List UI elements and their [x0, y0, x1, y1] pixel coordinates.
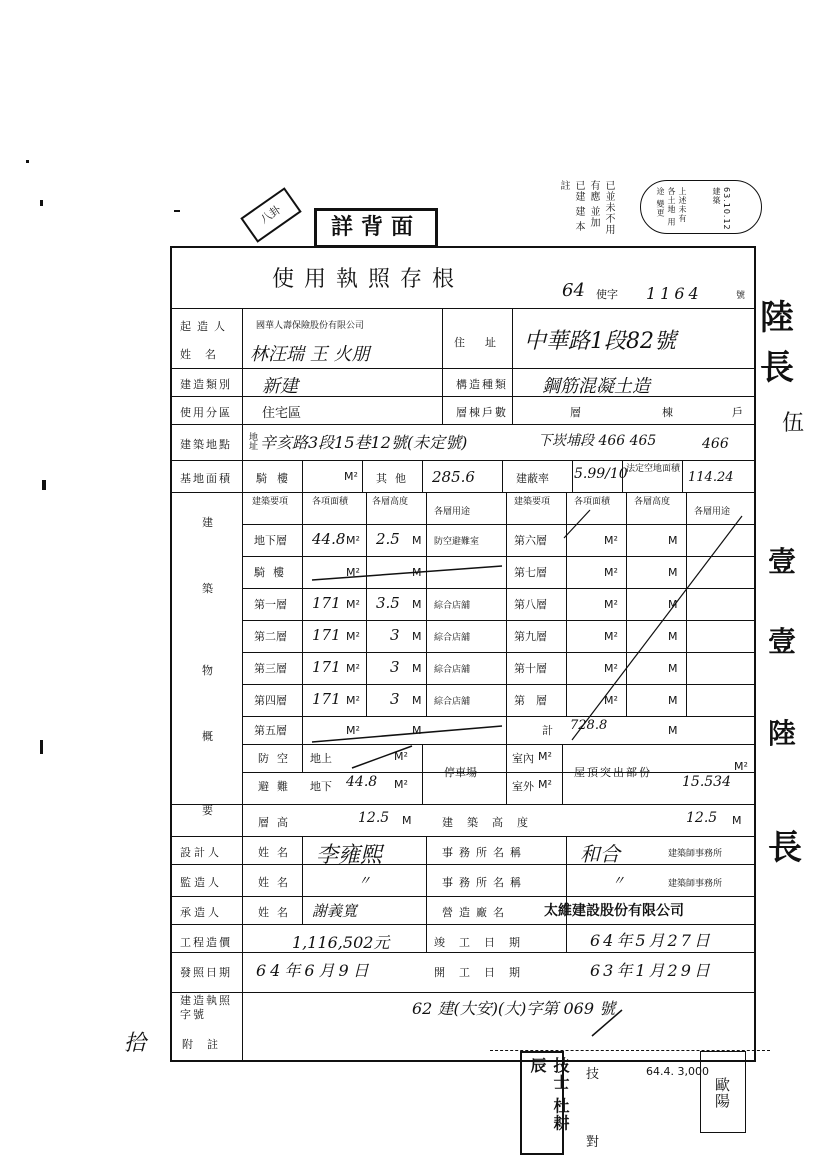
floor-height: 3	[390, 690, 400, 708]
site-value: 辛亥路3段15巷12號(未定號)	[260, 433, 468, 452]
office-label: 事務所名稱	[442, 876, 527, 889]
margin-char: 陸	[768, 717, 797, 750]
floor-name-right: 第六層	[514, 534, 547, 547]
m2-unit: M²	[538, 750, 552, 763]
margin-char: 長	[768, 828, 802, 868]
structure-value: 鋼筋混凝土造	[542, 376, 650, 397]
detail-back-stamp: 詳背面	[314, 208, 438, 248]
floor-name-right: 計	[542, 724, 553, 737]
year-label: 建蔽率	[516, 472, 549, 485]
legal-value: 114.24	[688, 470, 734, 485]
m-unit: M	[668, 598, 678, 611]
issue-label: 發照日期	[180, 966, 232, 979]
col-height: 各層高度	[372, 497, 409, 507]
designer-office: 和合	[580, 842, 620, 866]
above-label: 地上	[310, 752, 332, 765]
m-unit: M	[402, 814, 412, 827]
m-unit: M	[732, 814, 742, 827]
m-unit: M	[412, 630, 422, 643]
shelter-label: 避難	[258, 780, 296, 793]
arcade-label: 騎樓	[256, 472, 298, 485]
margin-char: 陸	[760, 298, 794, 338]
col-area: 各項面積	[312, 497, 349, 507]
m2-unit: M²	[734, 760, 748, 773]
site-small: 地址	[247, 432, 257, 450]
m-unit: M	[412, 662, 422, 675]
side-oval-stamp: 上述未有 各土地 用途 變更 63.10.12 建築	[640, 180, 762, 234]
supervisor-label: 監造人	[180, 876, 222, 889]
contractor-name: 謝義寬	[312, 902, 358, 920]
permit-number-prefix: 64	[562, 280, 585, 301]
address-label: 住址	[454, 336, 516, 349]
m2-unit: M²	[538, 778, 552, 791]
m2-unit: M²	[346, 566, 360, 579]
issue-value: 64年6月9日	[256, 961, 373, 980]
m2-unit: M²	[394, 750, 408, 763]
strike-marks	[172, 248, 754, 1060]
air-label: 防空	[258, 752, 296, 765]
supervisor-name: 〃	[358, 874, 372, 889]
outdoor-label: 室外	[512, 780, 534, 793]
office-suffix: 建築師事務所	[668, 879, 723, 889]
type-label: 建造類別	[180, 378, 232, 391]
m2-unit: M²	[346, 724, 360, 737]
floor-name: 第三層	[254, 662, 287, 675]
floor-area: 171	[312, 626, 341, 644]
area-label: 基地面積	[180, 472, 232, 485]
permit-form	[170, 246, 756, 1062]
supervisor-office: 〃	[612, 874, 626, 889]
finish-value: 64年5月27日	[590, 931, 713, 950]
bldg-height-value: 12.5	[686, 810, 718, 826]
m2-unit: M²	[604, 598, 618, 611]
site-lot: 下崁埔段 466 465	[538, 433, 657, 449]
floor-area: 171	[312, 690, 341, 708]
floor-height: 3	[390, 626, 400, 644]
builder-company: 國華人壽保險股份有限公司	[256, 321, 365, 331]
m2-unit: M²	[604, 630, 618, 643]
m-unit: M	[412, 694, 422, 707]
group-label: 築	[202, 582, 213, 595]
firm-label: 營造廠名	[442, 906, 510, 919]
year-value: 5.99/10	[574, 466, 628, 482]
area-unit: M²	[344, 470, 358, 483]
m-unit: M	[668, 630, 678, 643]
other-label: 其他	[376, 472, 414, 485]
floor-name-right: 第八層	[514, 598, 547, 611]
designer-label: 設計人	[180, 846, 222, 859]
m-unit: M	[668, 566, 678, 579]
m2-unit: M²	[346, 598, 360, 611]
technician-stamp: 技士 杜耕辰	[528, 1057, 570, 1132]
contractor-label: 承造人	[180, 906, 222, 919]
permit-number-char: 使字	[596, 288, 618, 301]
permit-label: 建造執照字號	[180, 994, 232, 1021]
floor-use: 綜合店舖	[434, 665, 471, 675]
roof-value: 15.534	[682, 774, 731, 790]
floor-name: 第四層	[254, 694, 287, 707]
permit-value: 62 建(大安)(大)字第 069 號	[412, 999, 616, 1018]
floor-area: 171	[312, 594, 341, 612]
name-label: 姓名	[258, 906, 296, 919]
group-label: 概	[202, 730, 213, 743]
margin-dot	[40, 740, 43, 754]
m-unit: M	[412, 598, 422, 611]
floor-height: 2.5	[376, 530, 400, 548]
floor-name-right: 第九層	[514, 630, 547, 643]
corner-stamp: 八卦	[240, 187, 301, 243]
margin-dot	[40, 200, 43, 206]
m2-unit: M²	[604, 566, 618, 579]
floor-height: 3	[390, 658, 400, 676]
legal-label: 法定空地面積	[626, 464, 681, 474]
m-unit: M	[668, 534, 678, 547]
group-label: 要	[202, 804, 213, 817]
below-label: 地下	[310, 780, 332, 793]
indoor-label: 室內	[512, 752, 534, 765]
m-unit: M	[412, 534, 422, 547]
name-label: 姓名	[258, 876, 296, 889]
note-label: 附註	[182, 1038, 232, 1051]
office-label: 事務所名稱	[442, 846, 527, 859]
group-label: 建	[202, 516, 213, 529]
margin-char: 壹	[768, 625, 797, 658]
builder-label: 起造人	[180, 320, 231, 333]
other-value: 285.6	[432, 468, 475, 486]
floor-name: 第五層	[254, 724, 287, 737]
floor-name-right: 第十層	[514, 662, 547, 675]
m2-unit: M²	[604, 694, 618, 707]
start-value: 63年1月29日	[590, 961, 713, 980]
zone-label: 使用分區	[180, 406, 232, 419]
m-unit: M	[412, 724, 422, 737]
cost-value: 1,116,502元	[292, 933, 390, 952]
name-label: 姓名	[258, 846, 296, 859]
units-unit: 戶	[732, 406, 743, 419]
height-label: 層高	[258, 816, 296, 829]
floor-use: 綜合店舖	[434, 697, 471, 707]
side-note: 已並未不用 有應 並加 已建 建 本 註	[558, 180, 614, 235]
roof-label: 屋頂突出部份	[574, 766, 652, 779]
m2-unit: M²	[394, 778, 408, 791]
col-use-right: 各層用途	[694, 507, 731, 517]
floor-name-right: 第七層	[514, 566, 547, 579]
floor-area: 44.8	[312, 530, 346, 548]
finish-label: 竣工日期	[434, 936, 534, 949]
permit-number: 1164	[646, 284, 703, 303]
floor-name: 第二層	[254, 630, 287, 643]
designer-name: 李雍熙	[316, 843, 383, 868]
parking-label: 停車場	[444, 766, 477, 779]
col-items-right: 建築要項	[514, 497, 551, 507]
footer-stamp-table	[490, 1050, 770, 1155]
floor-name: 騎樓	[254, 566, 292, 579]
floors-value: 層	[570, 406, 581, 419]
verify-stamp: 對	[586, 1135, 600, 1150]
office-suffix: 建築師事務所	[668, 849, 723, 859]
margin-char: 長	[760, 348, 794, 388]
margin-dot	[26, 160, 29, 163]
cost-label: 工程造價	[180, 936, 232, 949]
m2-unit: M²	[346, 630, 360, 643]
m2-unit: M²	[346, 662, 360, 675]
floor-use: 綜合店舖	[434, 601, 471, 611]
margin-dot	[174, 210, 180, 212]
floor-area: 171	[312, 658, 341, 676]
address-value: 中華路1段82號	[524, 329, 676, 354]
col-height-right: 各層高度	[634, 497, 671, 507]
floors-label: 層棟戶數	[456, 406, 508, 419]
permit-number-suffix: 號	[736, 291, 746, 301]
type-value: 新建	[262, 376, 298, 397]
m-unit: M	[668, 694, 678, 707]
m-unit: M	[668, 662, 678, 675]
builder-name: 林汪瑞 王 火朋	[250, 344, 370, 365]
floor-use: 綜合店舖	[434, 633, 471, 643]
left-mark: 拾	[124, 1031, 147, 1056]
m2-unit: M²	[604, 662, 618, 675]
zone-value: 住宅區	[262, 406, 302, 421]
contractor-firm: 太維建設股份有限公司	[544, 903, 684, 919]
name-label: 姓名	[180, 348, 230, 361]
structure-label: 構造種類	[456, 378, 508, 391]
m2-unit: M²	[346, 694, 360, 707]
m2-unit: M²	[604, 534, 618, 547]
bldg-unit: 棟	[662, 406, 673, 419]
col-use: 各層用途	[434, 507, 471, 517]
floor-name: 地下層	[254, 534, 287, 547]
margin-char: 伍	[782, 411, 805, 436]
form-title: 使用執照存根	[272, 267, 465, 292]
margin-dot	[42, 480, 46, 490]
floor-use: 防空避難室	[434, 537, 480, 547]
floor-name: 第一層	[254, 598, 287, 611]
start-label: 開工日期	[434, 966, 534, 979]
height-value: 12.5	[358, 810, 390, 826]
floor-height: 3.5	[376, 594, 400, 612]
m-unit: M	[668, 724, 678, 737]
name-stamp: 歐陽	[713, 1077, 731, 1109]
bldg-height-label: 建築高度	[442, 816, 542, 829]
total-value: 728.8	[570, 718, 608, 733]
below-value: 44.8	[346, 774, 378, 790]
print-code: 64.4. 3,000	[646, 1065, 709, 1078]
site-lot2: 466	[702, 436, 729, 452]
margin-char: 壹	[768, 545, 797, 578]
col-area-right: 各項面積	[574, 497, 611, 507]
group-label: 物	[202, 664, 213, 677]
site-label: 建築地點	[180, 438, 232, 451]
m2-unit: M²	[346, 534, 360, 547]
col-items: 建築要項	[252, 497, 289, 507]
floor-name-right: 第 層	[514, 694, 547, 707]
check-stamp: 技	[586, 1067, 600, 1082]
